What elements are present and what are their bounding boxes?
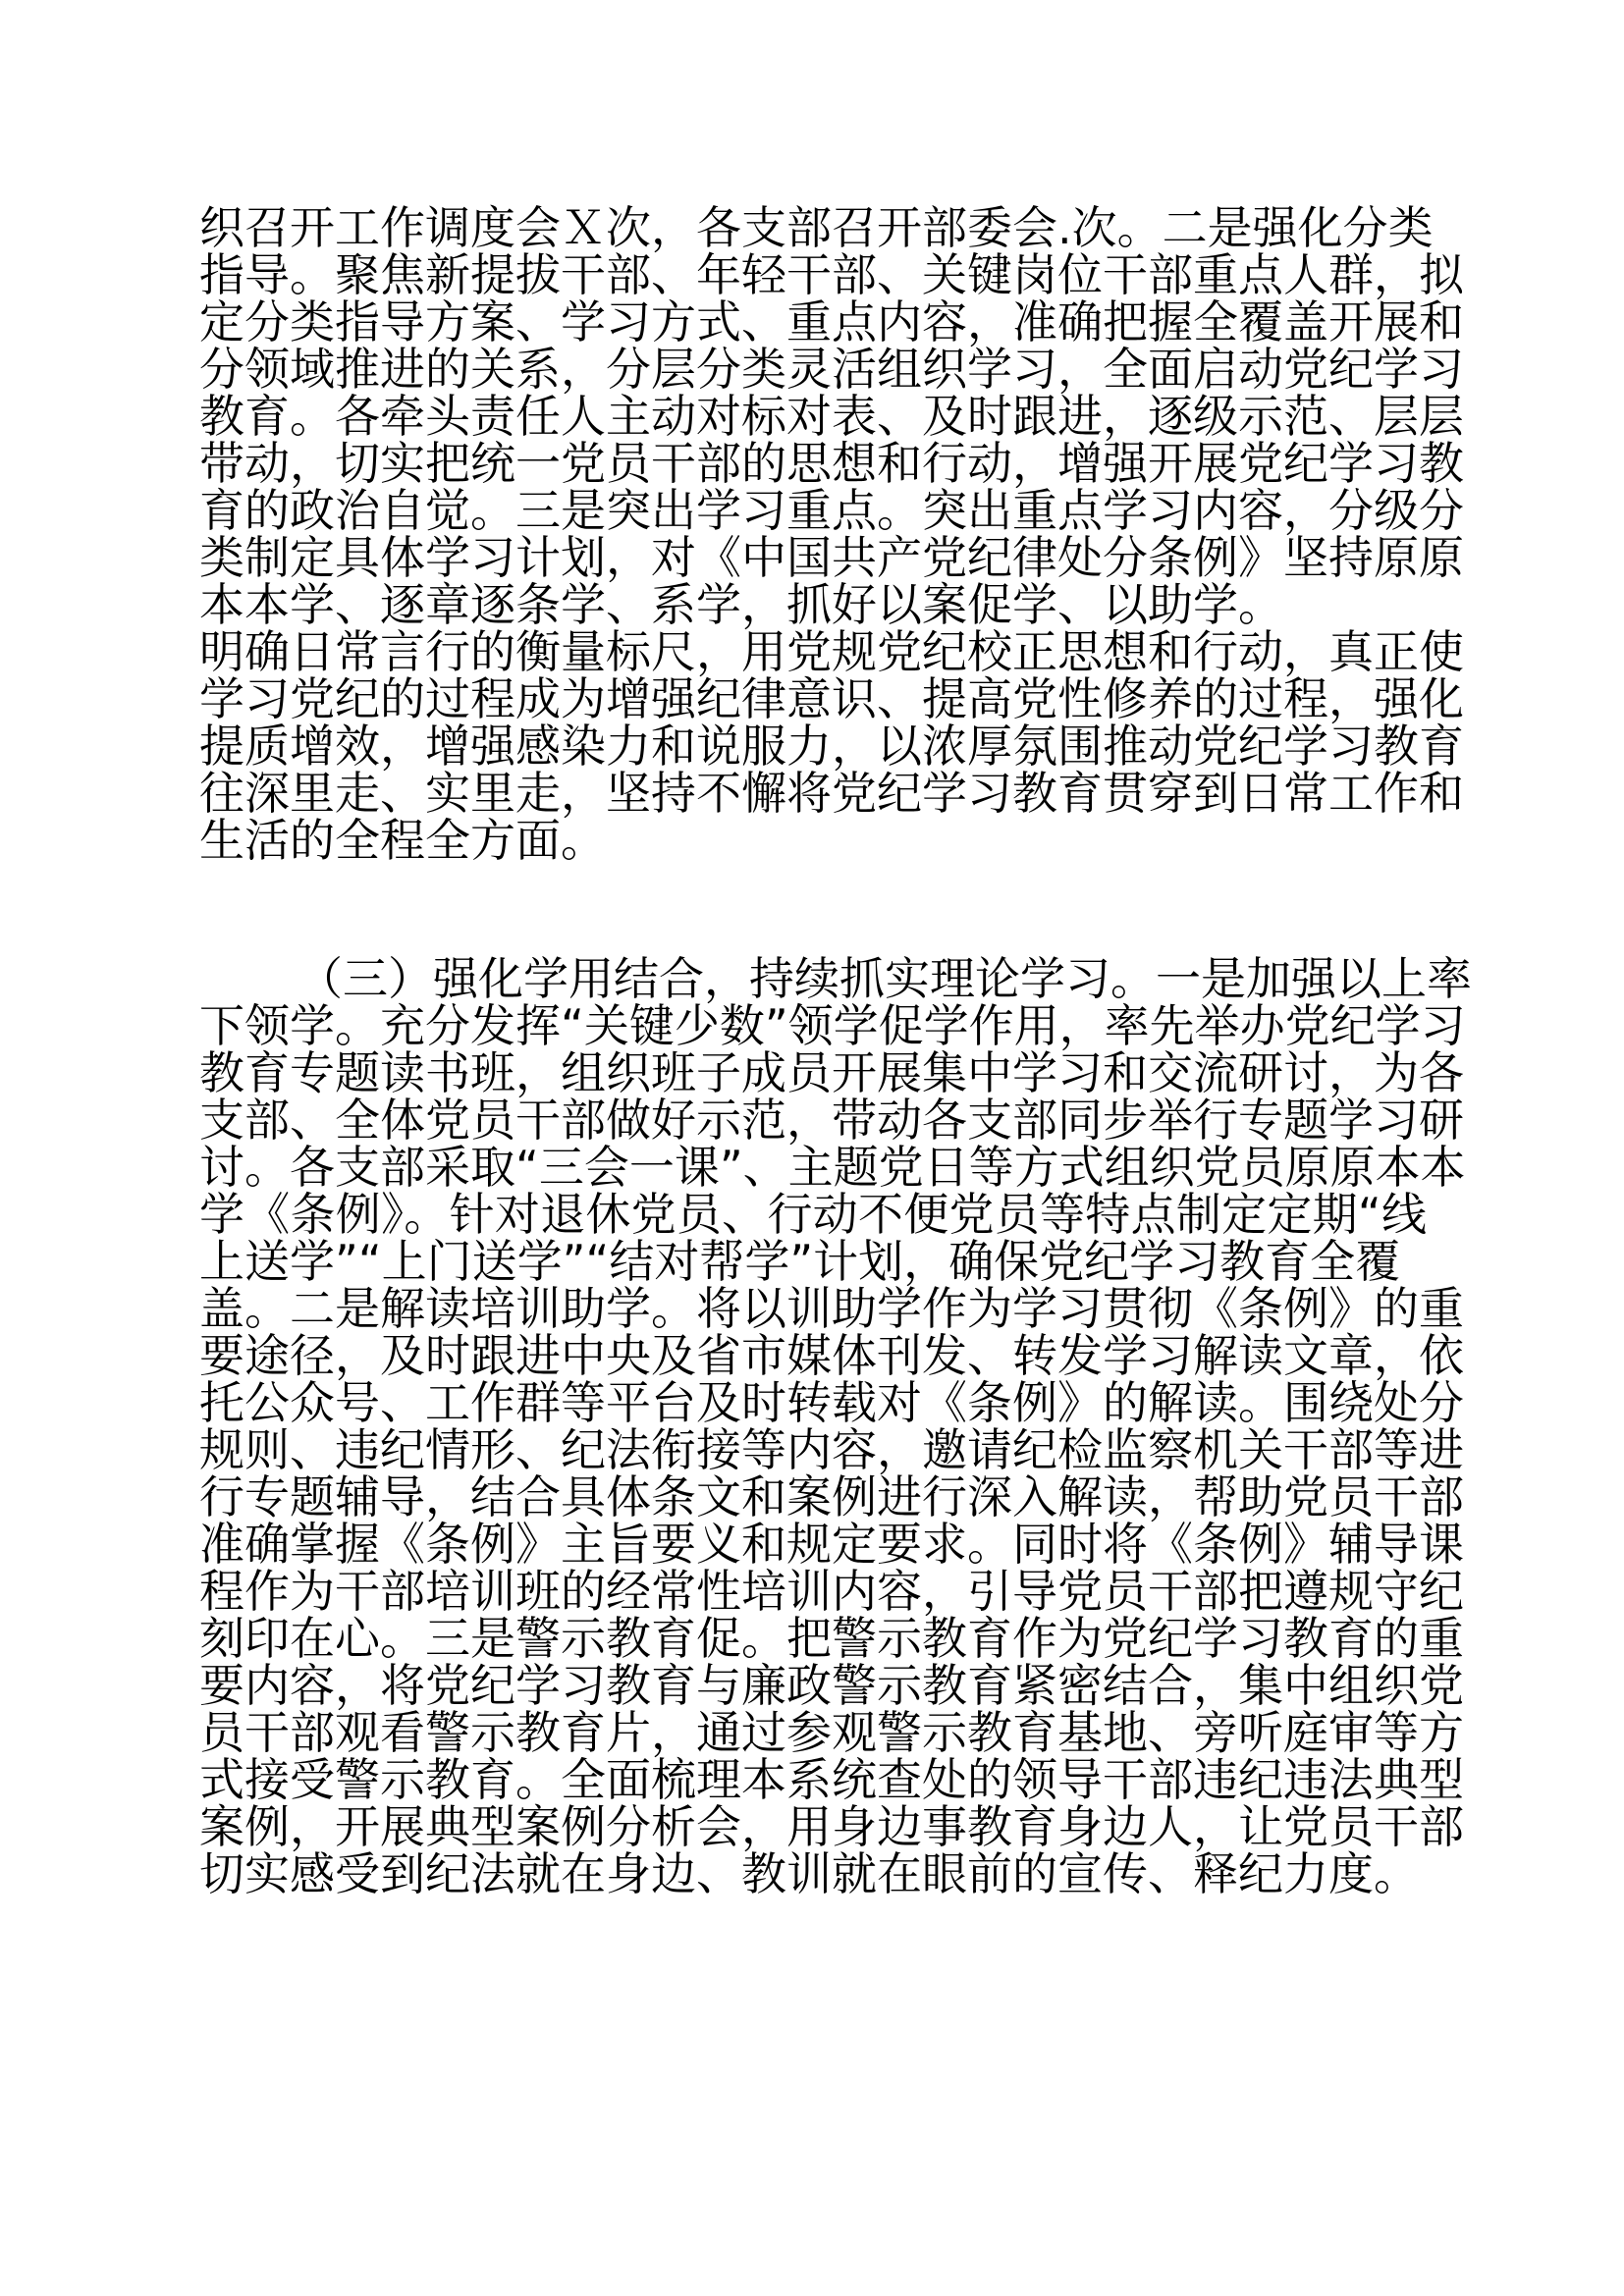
- text-line: 分领域推进的关系，分层分类灵活组织学习，全面启动党纪学习: [199, 343, 1464, 396]
- text-line: 学习党纪的过程成为增强纪律意识、提高党性修养的过程，强化: [199, 672, 1464, 725]
- paragraph: [199, 625, 1464, 867]
- text-line: 程作为干部培训班的经常性培训内容，引导党员干部把遵规守纪: [199, 1565, 1464, 1618]
- text-line: 刻印在心。三是警示教育促。把警示教育作为党纪学习教育的重: [199, 1612, 1464, 1665]
- text-line: 教育。各牵头责任人主动对标对表、及时跟进，逐级示范、层层: [199, 390, 1464, 443]
- text-line: 学《条例》。针对退休党员、行动不便党员等特点制定定期“线: [199, 1188, 1427, 1241]
- document-body: [199, 201, 1472, 1900]
- text-line: 托公众号、工作群等平台及时转载对《条例》的解读。围绕处分: [199, 1376, 1464, 1429]
- text-line: 行专题辅导，结合具体条文和案例进行深入解读，帮助党员干部: [199, 1470, 1464, 1523]
- text-line: 切实感受到纪法就在身边、教训就在眼前的宣传、释纪力度。: [199, 1847, 1419, 1900]
- text-line: 下领学。充分发挥“关键少数”领学促学作用，率先举办党纪学习: [199, 999, 1466, 1052]
- text-line: 类制定具体学习计划，对《中国共产党纪律处分条例》坚持原原: [199, 531, 1464, 584]
- text-line: 员干部观看警示教育片，通过参观警示教育基地、旁听庭审等方: [199, 1706, 1464, 1759]
- text-line: 要内容，将党纪学习教育与廉政警示教育紧密结合，集中组织党: [199, 1659, 1464, 1712]
- text-line: 定分类指导方案、学习方式、重点内容，准确把握全覆盖开展和: [199, 295, 1464, 348]
- section-heading-line: （三）强化学用结合，持续抓实理论学习。一是加强以上率: [298, 952, 1472, 1005]
- text-line: 支部、全体党员干部做好示范，带动各支部同步举行专题学习研: [199, 1094, 1464, 1147]
- text-line: 生活的全程全方面。: [199, 814, 606, 867]
- text-line: 要途径，及时跟进中央及省市媒体刊发、转发学习解读文章，依: [199, 1329, 1464, 1382]
- paragraph: [199, 201, 1464, 631]
- text-line: 上送学”“上门送学”“结对帮学”计划，确保党纪学习教育全覆: [199, 1235, 1401, 1288]
- text-line: 讨。各支部采取“三会一课”、主题党日等方式组织党员原原本本: [199, 1141, 1466, 1194]
- paragraph: [199, 952, 1472, 1900]
- text-line: 带动，切实把统一党员干部的思想和行动，增强开展党纪学习教: [199, 437, 1464, 490]
- text-line: 案例，开展典型案例分析会，用身边事教育身边人，让党员干部: [199, 1800, 1464, 1853]
- text-line: 明确日常言行的衡量标尺，用党规党纪校正思想和行动，真正使: [199, 625, 1464, 678]
- text-line: 规则、违纪情形、纪法衔接等内容，邀请纪检监察机关干部等进: [199, 1423, 1464, 1476]
- text-line: 往深里走、实里走，坚持不懈将党纪学习教育贯穿到日常工作和: [199, 767, 1464, 820]
- text-line: 指导。聚焦新提拔干部、年轻干部、关键岗位干部重点人群，拟: [199, 248, 1464, 301]
- text-line: 准确掌握《条例》主旨要义和规定要求。同时将《条例》辅导课: [199, 1518, 1464, 1571]
- text-line: 盖。二是解读培训助学。将以训助学作为学习贯彻《条例》的重: [199, 1282, 1464, 1335]
- text-line: 教育专题读书班，组织班子成员开展集中学习和交流研讨，为各: [199, 1046, 1464, 1099]
- text-line: 织召开工作调度会Ｘ次，各支部召开部委会.次。二是强化分类: [199, 201, 1434, 254]
- text-line: 式接受警示教育。全面梳理本系统查处的领导干部违纪违法典型: [199, 1753, 1464, 1806]
- text-line: 育的政治自觉。三是突出学习重点。突出重点学习内容，分级分: [199, 484, 1464, 537]
- text-line: 提质增效，增强感染力和说服力，以浓厚氛围推动党纪学习教育: [199, 720, 1464, 773]
- text-line: 本本学、逐章逐条学、系学，抓好以案促学、以助学。: [199, 578, 1283, 631]
